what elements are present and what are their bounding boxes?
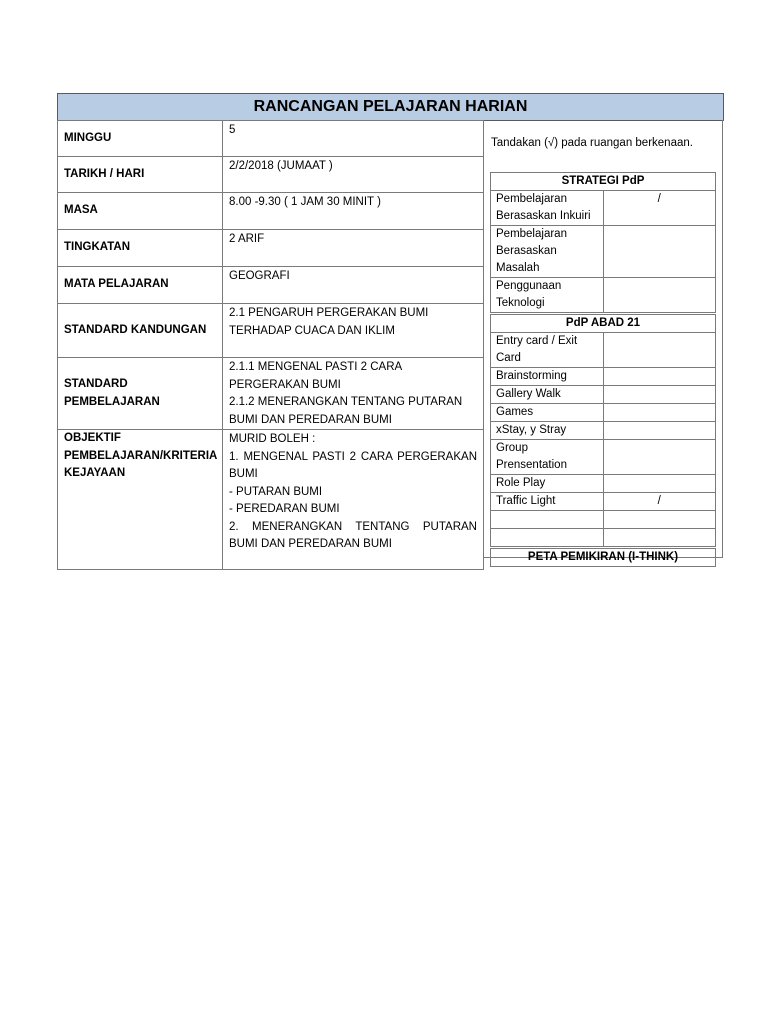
lesson-details-table: [57, 120, 484, 570]
abad21-item-mark[interactable]: [603, 529, 716, 547]
value-line: 2.1.1 MENGENAL PASTI 2 CARA: [229, 361, 403, 373]
table-row: [58, 193, 484, 230]
row-label: [58, 358, 223, 430]
abad21-item-label: Role Play: [491, 475, 604, 493]
row-value: 8.00 -9.30 ( 1 JAM 30 MINIT ): [223, 193, 484, 230]
table-row: [491, 493, 716, 511]
abad21-item-label: Brainstorming: [491, 368, 604, 386]
abad21-item-mark[interactable]: [603, 368, 716, 386]
label-line: KEJAYAAN: [64, 467, 126, 479]
table-row: [491, 333, 716, 368]
value-line: 2.1.2 MENERANGKAN TENTANG PUTARAN: [229, 396, 463, 408]
table-row: [491, 511, 716, 529]
table-row: [58, 430, 484, 570]
strategi-item-mark[interactable]: /: [603, 191, 716, 226]
row-label: [58, 430, 223, 570]
table-row: [491, 529, 716, 547]
abad21-item-mark[interactable]: [603, 422, 716, 440]
row-value: GEOGRAFI: [223, 267, 484, 304]
abad21-item-label: Group Prensentation: [491, 440, 604, 475]
instruction-note: Tandakan (√) pada ruangan berkenaan.: [491, 137, 693, 149]
table-row: [491, 226, 716, 278]
abad21-item-label: Traffic Light: [491, 493, 604, 511]
label-line: OBJEKTIF: [64, 432, 121, 444]
label-line: STANDARD: [64, 378, 128, 390]
table-row: [491, 386, 716, 404]
strategi-item-label: Pembelajaran Berasaskan Inkuiri: [491, 191, 604, 226]
row-label: MASA: [58, 193, 223, 230]
value-line: - PEREDARAN BUMI: [229, 503, 340, 515]
value-line: TERHADAP CUACA DAN IKLIM: [229, 324, 395, 337]
strategi-item-mark[interactable]: [603, 278, 716, 313]
value-line: 2.1 PENGARUH PERGERAKAN BUMI: [229, 307, 429, 319]
strategi-item-mark[interactable]: [603, 226, 716, 278]
row-label: MATA PELAJARAN: [58, 267, 223, 304]
value-line: 2. MENERANGKAN TENTANG PUTARAN BUMI DAN PEREDARAN BUMI: [229, 520, 477, 550]
row-value: 2 ARIF: [223, 230, 484, 267]
table-row: [491, 440, 716, 475]
value-line: BUMI DAN PEREDARAN BUMI: [229, 413, 392, 426]
peta-heading: PETA PEMIKIRAN (I-THINK): [491, 549, 716, 567]
page-title: RANCANGAN PELAJARAN HARIAN: [57, 93, 724, 121]
lesson-plan-page: [57, 93, 724, 563]
label-line: PEMBELAJARAN: [64, 395, 160, 408]
abad21-item-mark[interactable]: [603, 333, 716, 368]
table-row: [491, 368, 716, 386]
abad21-item-mark[interactable]: [603, 440, 716, 475]
peta-pemikiran-table: [490, 548, 716, 567]
abad21-item-mark[interactable]: [603, 386, 716, 404]
row-value: [223, 358, 484, 430]
value-line: 1. MENGENAL PASTI 2 CARA PERGERAKAN BUMI: [229, 450, 477, 480]
abad21-heading: PdP ABAD 21: [491, 315, 716, 333]
abad21-item-label: xStay, y Stray: [491, 422, 604, 440]
row-label: MINGGU: [58, 121, 223, 157]
abad21-item-label: Gallery Walk: [491, 386, 604, 404]
abad21-item-mark[interactable]: /: [603, 493, 716, 511]
table-row: [491, 475, 716, 493]
table-row: [491, 404, 716, 422]
value-line: PERGERAKAN BUMI: [229, 378, 341, 391]
table-row: [58, 267, 484, 304]
row-label: TARIKH / HARI: [58, 157, 223, 193]
strategi-item-label: Pembelajaran Berasaskan Masalah: [491, 226, 604, 278]
abad21-item-label: [491, 529, 604, 547]
table-row: [491, 278, 716, 313]
table-row: [491, 422, 716, 440]
abad21-item-mark[interactable]: [603, 511, 716, 529]
table-row: [58, 304, 484, 358]
row-label: TINGKATAN: [58, 230, 223, 267]
abad21-table: [490, 314, 716, 547]
row-label: STANDARD KANDUNGAN: [58, 304, 223, 358]
label-line: PEMBELAJARAN/KRITERIA: [64, 449, 218, 462]
table-row: [58, 157, 484, 193]
abad21-item-label: Entry card / Exit Card: [491, 333, 604, 368]
table-row: [491, 191, 716, 226]
row-value: 2/2/2018 (JUMAAT ): [223, 157, 484, 193]
value-line: - PUTARAN BUMI: [229, 485, 323, 498]
strategi-table: [490, 172, 716, 313]
abad21-item-mark[interactable]: [603, 475, 716, 493]
abad21-item-label: [491, 511, 604, 529]
value-line: MURID BOLEH :: [229, 433, 316, 445]
table-row: [58, 121, 484, 157]
table-row: [58, 230, 484, 267]
row-value: [223, 430, 484, 570]
strategi-item-label: Penggunaan Teknologi: [491, 278, 604, 313]
row-value: 5: [223, 121, 484, 157]
table-row: [58, 358, 484, 430]
abad21-item-mark[interactable]: [603, 404, 716, 422]
abad21-item-label: Games: [491, 404, 604, 422]
strategi-heading: STRATEGI PdP: [491, 173, 716, 191]
row-value: [223, 304, 484, 358]
